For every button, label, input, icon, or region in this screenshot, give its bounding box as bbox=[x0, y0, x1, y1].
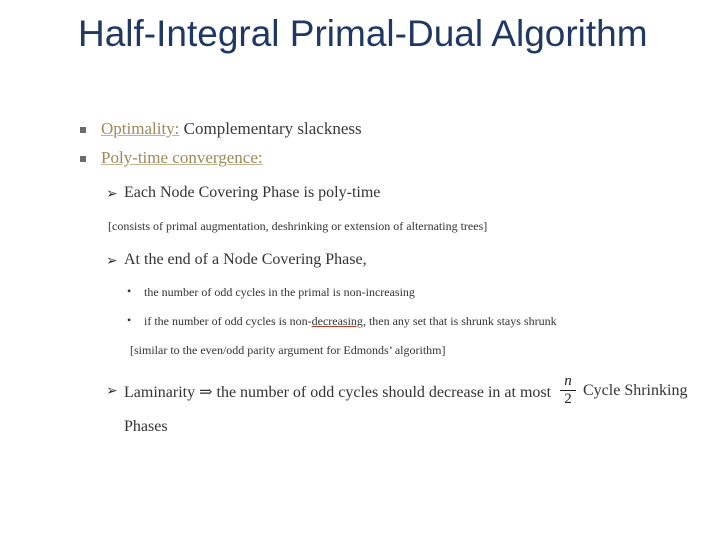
end-note: [similar to the even/odd parity argument for Edmonds’ algorithm] bbox=[130, 343, 446, 357]
dot-bullet-icon: • bbox=[127, 284, 132, 298]
fraction-n-over-2 bbox=[560, 374, 576, 407]
point-shrunk-after: , then any set that is shrunk stays shrunk bbox=[362, 314, 557, 328]
point-shrunk-before: if the number of odd cycles is non- bbox=[144, 314, 312, 328]
arrow-bullet-icon: ➢ bbox=[106, 186, 118, 202]
phase-polytime-note: [consists of primal augmentation, deshrinking or extension of alternating trees] bbox=[108, 219, 488, 233]
bullet-optimality bbox=[101, 119, 362, 139]
bullet-polytime bbox=[101, 148, 263, 168]
arrow-bullet-icon: ➢ bbox=[106, 383, 118, 399]
arrow-bullet-icon: ➢ bbox=[106, 253, 118, 269]
point-shrunk-underlined: decreasing bbox=[311, 314, 363, 328]
optimality-label: Optimality: bbox=[101, 119, 180, 138]
optimality-text: Complementary slackness bbox=[179, 119, 362, 138]
point-shrunk bbox=[144, 314, 557, 329]
fraction-numerator: n bbox=[564, 373, 572, 389]
slide-title: Half-Integral Primal-Dual Algorithm bbox=[78, 13, 648, 54]
laminarity-text: Laminarity ⇒ the number of odd cycles should decrease in at most bbox=[124, 384, 552, 401]
laminarity-wrap: Phases bbox=[124, 418, 168, 435]
dot-bullet-icon: • bbox=[127, 313, 132, 327]
point-non-increasing: the number of odd cycles in the primal is non-increasing bbox=[144, 285, 415, 299]
laminarity-tail: Cycle Shrinking bbox=[583, 382, 688, 399]
square-bullet-icon bbox=[80, 127, 86, 133]
square-bullet-icon bbox=[80, 156, 86, 162]
end-of-phase-text: At the end of a Node Covering Phase, bbox=[124, 251, 367, 268]
polytime-label: Poly-time convergence: bbox=[101, 148, 263, 167]
phase-polytime-text: Each Node Covering Phase is poly-time bbox=[124, 184, 381, 201]
fraction-denominator: 2 bbox=[564, 391, 572, 407]
